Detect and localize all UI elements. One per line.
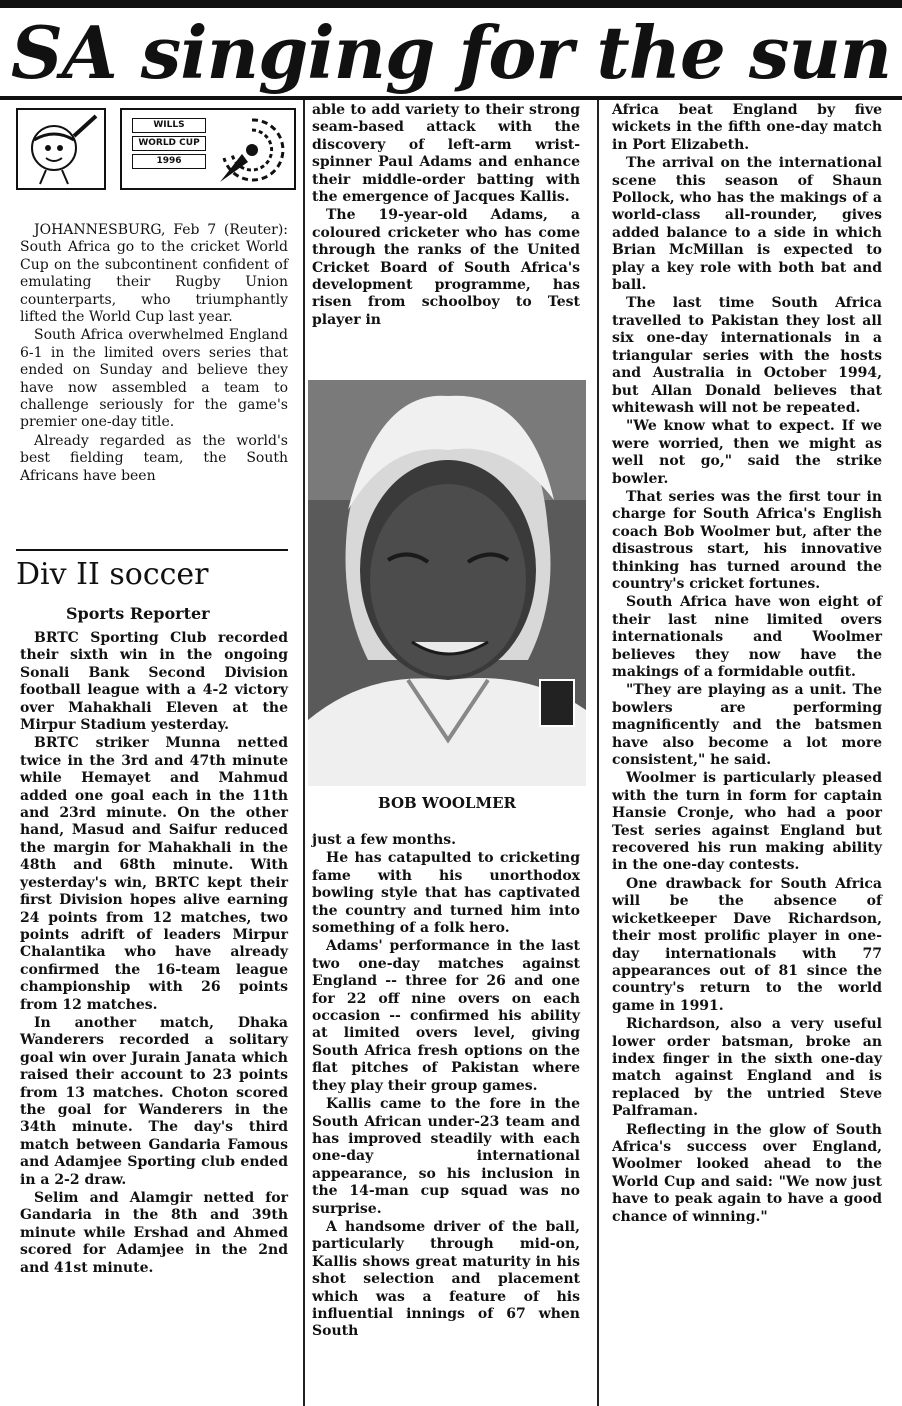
headline-rule bbox=[0, 96, 902, 100]
paragraph: Africa beat England by five wickets in the fifth one-day match in Port Elizabeth. bbox=[612, 102, 882, 153]
paragraph: BRTC Sporting Club recorded their sixth win in the ongoing Sonali Bank Second Division football league with a 4-2 victory over Mahakhali Eleven at the Mirpur Stadium yesterday. bbox=[20, 630, 288, 734]
cricket-mascot-logo bbox=[16, 108, 106, 190]
paragraph: South Africa have won eight of their last nine limited overs internationals and Woolmer believes they now have the makings of a formidable outfit. bbox=[612, 594, 882, 680]
paragraph: He has catapulted to cricketing fame with his unorthodox bowling style that has captivated the country and turned him into something of a folk hero. bbox=[312, 850, 580, 937]
paragraph: BRTC striker Munna netted twice in the 3rd and 47th minute while Hemayet and Mahmud added one goal each in the 11th and 23rd minute. On the other hand, Masud and Saifur reduced the margin for Mahakhali in the 48th and 68th minute. With yesterday's win, BRTC kept their first Division hopes alive earning 24 points from 12 matches, two points adrift of leaders Mirpur Chalantika who have already confirmed the 16-team league championship with 26 points from 12 matches. bbox=[20, 735, 288, 1013]
paragraph: The last time South Africa travelled to Pakistan they lost all six one-day internationals in a triangular series with the hosts and Australia in October 1994, but Allan Donald believes that whitewash will not be repeated. bbox=[612, 295, 882, 416]
wills-logo-line: WILLS bbox=[132, 118, 206, 133]
paragraph: The arrival on the international scene this season of Shaun Pollock, who has the makings of a world-class all-rounder, gives added balance to a side in which Brian McMillan is expected to play a key role with both bat and ball. bbox=[612, 155, 882, 294]
paragraph: South Africa overwhelmed England 6-1 in the limited overs series that ended on Sunday and believe they have now assembled a team to challenge seriously for the game's premier one-day title. bbox=[20, 327, 288, 431]
top-rule bbox=[0, 0, 902, 8]
paragraph: Already regarded as the world's best fielding team, the South Africans have been bbox=[20, 432, 288, 484]
column-2-top bbox=[312, 102, 580, 329]
paragraph: A handsome driver of the ball, particularly through mid-on, Kallis shows great maturity in his shot selection and placement which was a feature of his influential innings of 67 when South bbox=[312, 1218, 580, 1340]
paragraph: Adams' performance in the last two one-day matches against England -- three for 26 and one for 22 off nine overs on each occasion -- confirmed his ability at limited overs level, giving South Africa fresh options on the flat pitches of Pakistan where they play their group games. bbox=[312, 938, 580, 1094]
wills-logo-line: WORLD CUP bbox=[132, 136, 206, 151]
paragraph: Woolmer is particularly pleased with the turn in form for captain Hansie Cronje, who had a poor Test series against England but recovered his run making ability in the one-day contests. bbox=[612, 770, 882, 874]
column-3 bbox=[612, 102, 882, 1226]
paragraph: JOHANNESBURG, Feb 7 (Reuter): South Africa go to the cricket World Cup on the subcontinent confident of emulating their Rugby Union counterparts, who triumphantly lifted the World Cup last year. bbox=[20, 222, 288, 326]
soccer-headline: Div II soccer bbox=[16, 557, 209, 592]
paragraph: One drawback for South Africa will be the absence of wicketkeeper Dave Richardson, their most prolific player in one-day internationals with 77 appearances out of 81 since the country's return to the world game in 1991. bbox=[612, 875, 882, 1014]
paragraph: "We know what to expect. If we were worried, then we might as well not go," said the strike bowler. bbox=[612, 418, 882, 487]
paragraph: "They are playing as a unit. The bowlers are performing magnificently and the batsmen have also become a lot more consistent," he said. bbox=[612, 682, 882, 769]
paragraph: Selim and Alamgir netted for Gandaria in the 8th and 39th minute while Ershad and Ahmed scored for Adamjee in the 2nd and 41st minute. bbox=[20, 1190, 288, 1276]
paragraph: able to add variety to their strong seam-based attack with the discovery of left-arm wrist-spinner Paul Adams and enhance their middle-order batting with the emergence of Jacques Kallis. bbox=[312, 102, 580, 206]
paragraph: Richardson, also a very useful lower order batsman, broke an index finger in the sixth one-day match against England and is replaced by the untried Steve Palframan. bbox=[612, 1016, 882, 1120]
paragraph: just a few months. bbox=[312, 832, 456, 848]
column-divider-2 bbox=[597, 100, 599, 1406]
paragraph: In another match, Dhaka Wanderers recorded a solitary goal win over Jurain Janata which raised their account to 23 points from 13 matches. Choton scored the goal for Wanderers in the 34th minute. The day's third match between Gandaria Famous and Adamjee Sporting club ended in a 2-2 draw. bbox=[20, 1014, 288, 1188]
paragraph: That series was the first tour in charge for South Africa's English coach Bob Woolmer but, after the disastrous start, his innovative thinking has turned around the country's cricket fortunes. bbox=[612, 488, 882, 592]
wills-logo-text bbox=[132, 118, 206, 172]
wills-world-cup-logo bbox=[120, 108, 296, 190]
column-1-soccer-story bbox=[20, 630, 288, 1277]
logos bbox=[16, 104, 298, 194]
paragraph: The 19-year-old Adams, a coloured cricketer who has come through the ranks of the United Cricket Board of South Africa's development programme, has risen from schoolboy to Test player in bbox=[312, 207, 580, 328]
paragraph: Reflecting in the glow of South Africa's success over England, Woolmer looked ahead to the World Cup and said: "We now just have to peak again to have a good chance of winning." bbox=[612, 1121, 882, 1225]
column-2-bottom bbox=[312, 832, 580, 1341]
photo-caption: BOB WOOLMER bbox=[378, 794, 516, 812]
paragraph: Kallis came to the fore in the South African under-23 team and has improved steadily with each one-day international appearance, so his inclusion in the 14-man cup squad was no surprise. bbox=[312, 1096, 580, 1217]
portrait-image bbox=[308, 380, 586, 786]
bob-woolmer-photo bbox=[308, 380, 586, 786]
headline: SA singing for the sun bbox=[10, 10, 892, 95]
mascot-icon bbox=[18, 110, 104, 188]
trophy-swirl-icon bbox=[214, 114, 290, 186]
wills-logo-line: 1996 bbox=[132, 154, 206, 169]
column-1-main-story bbox=[20, 222, 288, 485]
soccer-byline: Sports Reporter bbox=[66, 604, 210, 623]
soccer-separator bbox=[16, 549, 288, 551]
column-divider-1 bbox=[303, 100, 305, 1406]
